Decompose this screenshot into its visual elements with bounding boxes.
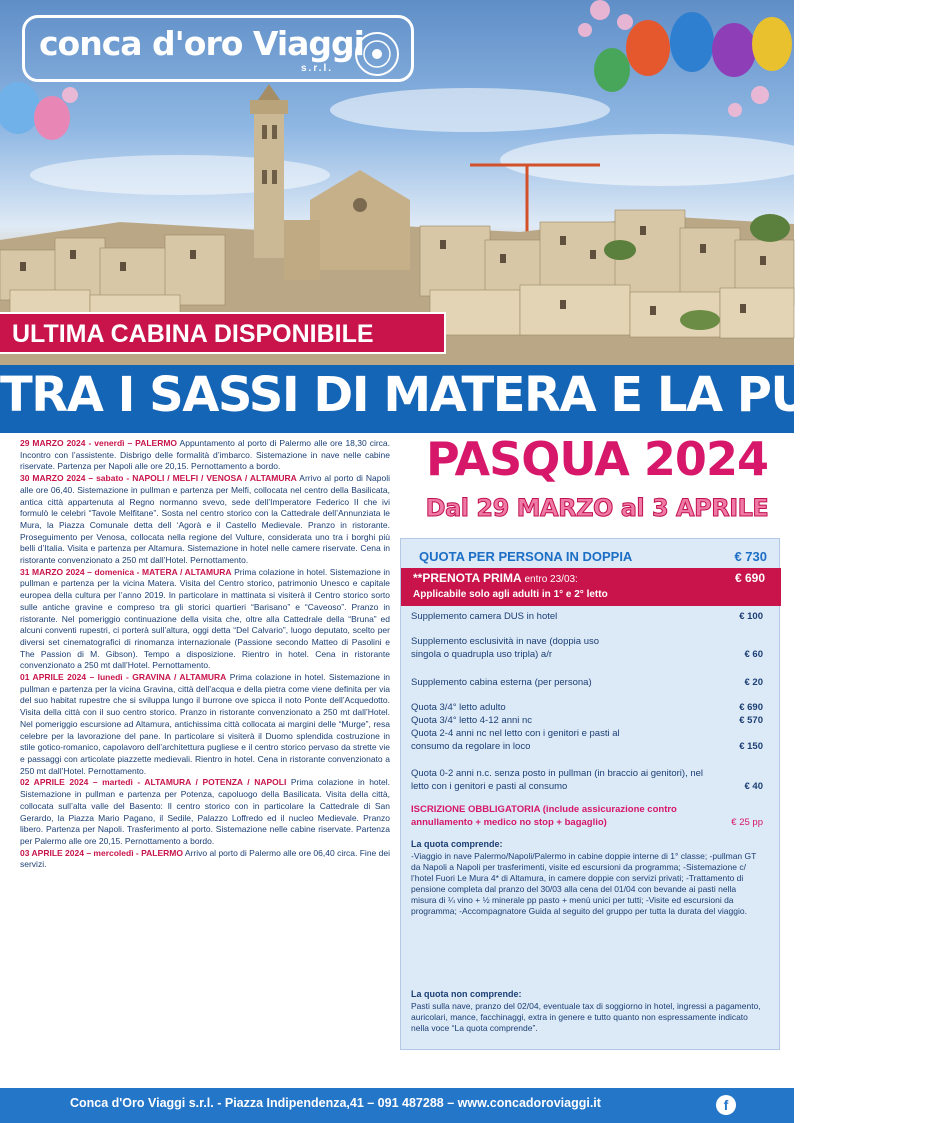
excluded-section (411, 989, 761, 1034)
day-text: Prima colazione in hotel. Sistemazione in pullman e partenza per la vicina Gravina, città dell’acqua e della pietra come viene definita per via del suo habitat rupestre che si sviluppa lungo il burrone ove spicca il noto Ponte dell’Acquedotto. Visita della città con il suo centro storico. Pranzo in ristorante convenzionato a 250 mt dall’Hotel. Nel pomeriggio escursione ad Altamura, antichissima città collocata ai margini delle “Murge”, resa celebre per la lavorazione del pane. In particolare si visiterà il Duomo splendida costruzione in stile gotico-romanico, capolavoro dell’architettura pugliese e il centro storico pervaso da strette vie e passaggi con articolate piazzette medievali. Rientro in hotel. Cena in ristorante convenzionato a 250 mt dall’Hotel. Pernottamento. (20, 672, 390, 776)
supplement-label: Supplemento cabina esterna (per persona) (411, 677, 592, 688)
quota-row (401, 549, 781, 567)
supplement-value: € 690 (739, 702, 763, 713)
supplement-value: € 150 (739, 740, 763, 752)
supplement-value: € 20 (744, 677, 763, 688)
included-section (411, 839, 761, 917)
seal-badge-icon (355, 32, 399, 76)
supplement-row (411, 728, 771, 753)
itinerary-day (20, 777, 390, 847)
itinerary-day (20, 672, 390, 777)
day-text: Prima colazione in hotel. Sistemazione in pullman e partenza per la vicina Matera. Visita del Centro storico, patrimonio Unesco e capitale europea della cultura per l’anno 2019. In particolare in mattinata si visiterà il Centro storico sorto sulle antiche gravine e compreso tra gli storici quartieri “Barisano” e “Caveoso”. Pranzo in ristorante. Nel pomeriggio continuazione della visita che, oltre alla Cattedrale della “Bruna” ed alcuni conventi rupestri, ci porterà sull’altura, oggi detta “Del Calvario”, luogo deputato, scelto per diversi set cinematografici di rinomanza internazionale (Passione secondo Matteo di Pasolini e The Passion di M. Gibson). Tempo a disposizione. Rientro in hotel. Cena in ristorante convenzionato a 250 mt dall’Hotel. Pernottamento. (20, 566, 390, 671)
logo-suffix: s.r.l. (301, 63, 334, 74)
early-booking-title: **PRENOTA PRIMA (413, 571, 522, 585)
footer (0, 1088, 794, 1123)
day-heading: 30 MARZO 2024 – sabato - NAPOLI / MELFI / VENOSA / ALTAMURA (20, 473, 297, 484)
early-booking-label (413, 571, 578, 585)
supplement-row (411, 677, 771, 690)
itinerary-day (20, 848, 390, 871)
supplement-label: Supplemento camera DUS in hotel (411, 611, 558, 622)
quota-value: € 730 (734, 549, 767, 564)
day-heading: 29 MARZO 2024 - venerdì – PALERMO (20, 438, 178, 448)
day-text: Arrivo al porto di Napoli alle ore 06,40. Sistemazione in pullman e partenza per Melfi, collocata nel centro della Basilicata, antica città appartenuta al Regno normanno svevo, sede dell’Imperatore Federico II che ivi formulò le celebri “Tavole Melfitane”. Sosta nel centro storico con la Cattedrale dell’Annunziata le Mura, la Piazza Comunale detta dell ‘Agorà e il Castello Medievale. Pranzo in ristorante. Proseguimento per Venosa, collocata nella regione del Vulture, considerata uno tra i borghi più belli d’Italia. Visita e partenza per Altamura. Sistemazione in hotel nelle camere riservate. Cena in ristorante convenzionato a 250 mt dall’Hotel. Pernottamento. (20, 473, 390, 566)
price-panel (400, 538, 780, 1050)
day-text: Prima colazione in hotel. Sistemazione in pullman e partenza per Potenza, capoluogo della Basilicata. Visita della città, collocata sull’alta valle del Basento: Il centro storico con in particolare la Cattedrale di San Gerardo, la Piazza Mario Pagano, il Sedile, Palazzo Loffredo ed il nucleo Medievale. Pranzo libero. Partenza per Napoli. Trasferimento al porto. Sistemazione nelle cabine riservate. Partenza per Palermo alle ore 20,15. Pernottamento a bordo. (20, 777, 391, 846)
supplement-value: € 570 (739, 715, 763, 726)
supplement-label: Quota 3/4° letto adulto (411, 702, 506, 713)
included-title: La quota comprende: (411, 839, 503, 849)
supplement-row (411, 715, 771, 728)
supplement-label: Supplemento esclusività in nave (doppia uso singola o quadrupla uso tripla) a/r (411, 636, 600, 660)
early-booking-value: € 690 (734, 571, 765, 585)
quota-label: QUOTA PER PERSONA IN DOPPIA (419, 549, 633, 564)
company-logo[interactable] (22, 15, 414, 82)
supplement-row (411, 611, 771, 624)
title-bar (0, 365, 927, 433)
supplement-row (411, 768, 771, 793)
hero-photo (0, 0, 794, 365)
last-cabin-banner (0, 312, 446, 354)
early-booking-box (401, 568, 781, 606)
day-text: Arrivo al porto di Palermo alle ore 06,40 circa. Fine dei servizi. (20, 847, 390, 870)
day-text: Appuntamento al porto di Palermo alle ore 18,30 circa. Incontro con l’assistente. Disbrigo delle formalità d’imbarco. Sistemazione in nave nelle cabine riservate. Partenza per Napoli alle ore 20,15. Pernottamento a bordo. (20, 438, 390, 472)
footer-contact[interactable]: Conca d'Oro Viaggi s.r.l. - Piazza Indipendenza,41 – 091 487288 – www.concadoroviaggi.it (70, 1096, 601, 1110)
itinerary-day (20, 473, 390, 567)
registration-label: ISCRIZIONE OBBLIGATORIA (include assicurazione contro annullamento + medico no stop + bagaglio) (411, 804, 677, 828)
page-title: TRA I SASSI DI MATERA E LA PUGLIA (0, 367, 927, 423)
supplement-value: € 100 (739, 611, 763, 622)
facebook-icon[interactable]: f (716, 1095, 736, 1115)
itinerary-day (20, 438, 390, 473)
logo-name: conca d'oro Viaggi (39, 24, 364, 63)
travel-dates: Dal 29 MARZO al 3 APRILE (425, 494, 769, 522)
mandatory-registration (411, 804, 771, 829)
registration-value: € 25 pp (731, 816, 763, 828)
early-booking-note: Applicabile solo agli adulti in 1° e 2° letto (413, 589, 608, 600)
pasqua-heading: PASQUA 2024 (426, 432, 768, 486)
early-booking-deadline: entro 23/03: (521, 574, 578, 585)
day-heading: 01 APRILE 2024 – lunedì - GRAVINA / ALTAMURA (20, 672, 227, 683)
day-heading: 02 APRILE 2024 – martedì - ALTAMURA / POTENZA / NAPOLI (20, 777, 287, 788)
supplement-label: Quota 0-2 anni n.c. senza posto in pullman (in braccio ai genitori), nel letto con i genitori e pasti al consumo (411, 768, 704, 792)
included-text: -Viaggio in nave Palermo/Napoli/Palermo in cabine doppie interne di 1° classe; -pullman GT da Napoli a Napoli per trasferimenti, visite ed escursioni da programma; -Sistemazione c/ l’hotel Fuori Le Mura 4* di Altamura, in camere doppie con servizi privati; -Trattamento di pensione completa dal pranzo del 30/03 alla cena del 01/04 con bevande ai pasti nella misura di ¼ vino + ½ minerale pp pasto + menù unici per tutti; -Visite ed escursioni da programma; -Accompagnatore Guida al seguito del gruppo per tutta la durata del viaggio. (411, 851, 757, 916)
supplement-row (411, 636, 771, 661)
day-heading: 03 APRILE 2024 – mercoledì - PALERMO (20, 847, 183, 858)
excluded-title: La quota non comprende: (411, 989, 522, 999)
itinerary (20, 438, 390, 1086)
itinerary-day (20, 567, 390, 672)
day-heading: 31 MARZO 2024 – domenica - MATERA / ALTAMURA (20, 566, 232, 577)
supplement-label: Quota 2-4 anni nc nel letto con i genitori e pasti al consumo da regolare in loco (411, 728, 620, 752)
supplement-value: € 40 (744, 780, 763, 792)
supplement-value: € 60 (744, 648, 763, 660)
last-cabin-text: ULTIMA CABINA DISPONIBILE (12, 320, 374, 348)
supplement-row (411, 702, 771, 715)
supplement-label: Quota 3/4° letto 4-12 anni nc (411, 715, 533, 726)
excluded-text: Pasti sulla nave, pranzo del 02/04, eventuale tax di soggiorno in hotel, ingressi a pagamento, auricolari, mance, facchinaggi, extra in genere e tutto quanto non espressamente indicato nella voce “La quota comprende”. (411, 1001, 761, 1033)
